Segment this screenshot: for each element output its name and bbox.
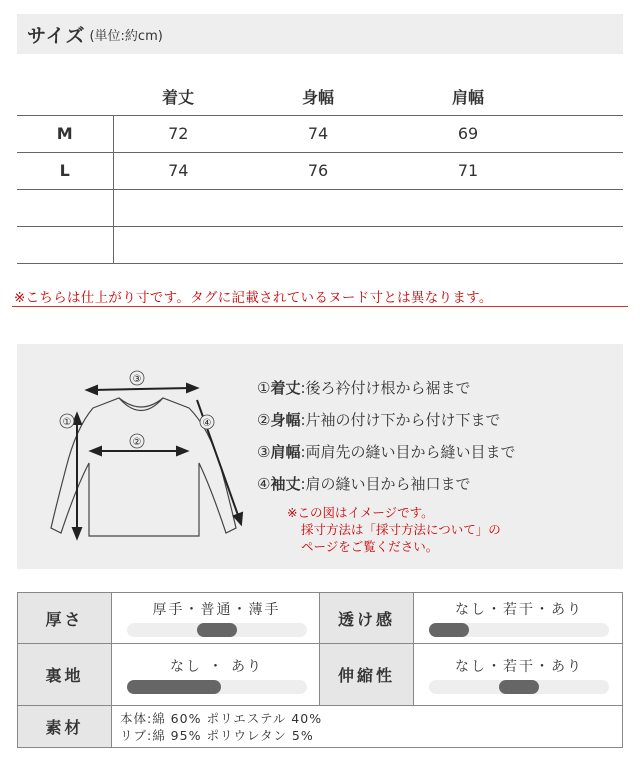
- level-indicator: [127, 680, 221, 694]
- size-table: [17, 78, 623, 264]
- table-cell: [243, 189, 393, 226]
- size-label: [17, 189, 113, 226]
- table-cell: [113, 189, 243, 226]
- size-table-header-row: [17, 78, 623, 115]
- lining-header: 裏地: [18, 644, 112, 706]
- table-row: [18, 593, 623, 644]
- table-cell: 74: [113, 152, 243, 189]
- transparency-scale: [414, 593, 623, 644]
- length-column-header: 着丈: [113, 78, 243, 115]
- thickness-track: [127, 623, 307, 637]
- table-row: [17, 189, 623, 226]
- transparency-track: [429, 623, 609, 637]
- stretch-header: 伸縮性: [320, 644, 414, 706]
- thickness-scale: [112, 593, 320, 644]
- lining-scale: [112, 644, 320, 706]
- measurement-list: [257, 376, 516, 504]
- level-indicator: [197, 623, 237, 637]
- table-cell: 72: [113, 115, 243, 152]
- material-header: 素材: [18, 706, 112, 748]
- transparency-header: 透け感: [320, 593, 414, 644]
- table-row: [17, 115, 623, 152]
- size-unit: (単位:約cm): [89, 28, 163, 44]
- table-row: [17, 152, 623, 189]
- table-row: [18, 644, 623, 706]
- neckline: [119, 398, 163, 407]
- stretch-track: [429, 680, 609, 694]
- table-cell: 74: [243, 115, 393, 152]
- shoulder-arrow: [93, 388, 191, 390]
- size-column-header: [17, 78, 113, 115]
- size-label: [17, 226, 113, 263]
- stretch-scale: [414, 644, 623, 706]
- measurement-item: ④袖丈:肩の縫い目から袖口まで: [257, 475, 471, 493]
- table-cell: 69: [393, 115, 543, 152]
- table-cell: 76: [243, 152, 393, 189]
- level-indicator: [499, 680, 539, 694]
- width-column-header: 身幅: [243, 78, 393, 115]
- level-indicator: [429, 623, 469, 637]
- thickness-header: 厚さ: [18, 593, 112, 644]
- table-row: [17, 226, 623, 263]
- table-cell: [393, 226, 543, 263]
- measurement-item: ③肩幅:両肩先の縫い目から縫い目まで: [257, 443, 516, 461]
- shoulder-column-header: 肩幅: [393, 78, 543, 115]
- diagram-label-1: ①: [62, 417, 72, 428]
- measurement-note: ※この図はイメージです。 採寸方法は「採寸方法について」の ページをご覧ください。: [287, 505, 501, 554]
- diagram-label-2: ②: [132, 437, 142, 448]
- table-cell: 71: [393, 152, 543, 189]
- diagram-label-4: ④: [202, 418, 212, 429]
- measurement-item: ①着丈:後ろ衿付け根から裾まで: [257, 379, 471, 397]
- finished-size-note: ※こちらは仕上がり寸です。タグに記載されているヌード寸とは異なります。: [14, 290, 493, 306]
- lining-options: なし ・ あり: [170, 658, 263, 675]
- size-label: M: [17, 115, 113, 152]
- measurement-item: ②身幅:片袖の付け下から付け下まで: [257, 411, 501, 429]
- lining-track: [127, 680, 307, 694]
- material-text: 本体:綿 60% ポリエステル 40% リブ:綿 95% ポリウレタン 5%: [112, 706, 623, 748]
- measurement-guide: [17, 344, 623, 569]
- table-row: [18, 706, 623, 748]
- property-table: [17, 592, 623, 748]
- note-underline: [12, 306, 628, 307]
- table-cell: [393, 189, 543, 226]
- stretch-options: なし・若干・あり: [455, 658, 583, 675]
- size-title: サイズ: [27, 24, 86, 47]
- transparency-options: なし・若干・あり: [455, 602, 583, 618]
- size-label: L: [17, 152, 113, 189]
- size-section-header: [17, 14, 623, 54]
- shirt-diagram-icon: [31, 368, 246, 543]
- diagram-label-3: ③: [132, 374, 142, 385]
- thickness-options: 厚手・普通・薄手: [152, 602, 281, 618]
- table-cell: [243, 226, 393, 263]
- table-cell: [113, 226, 243, 263]
